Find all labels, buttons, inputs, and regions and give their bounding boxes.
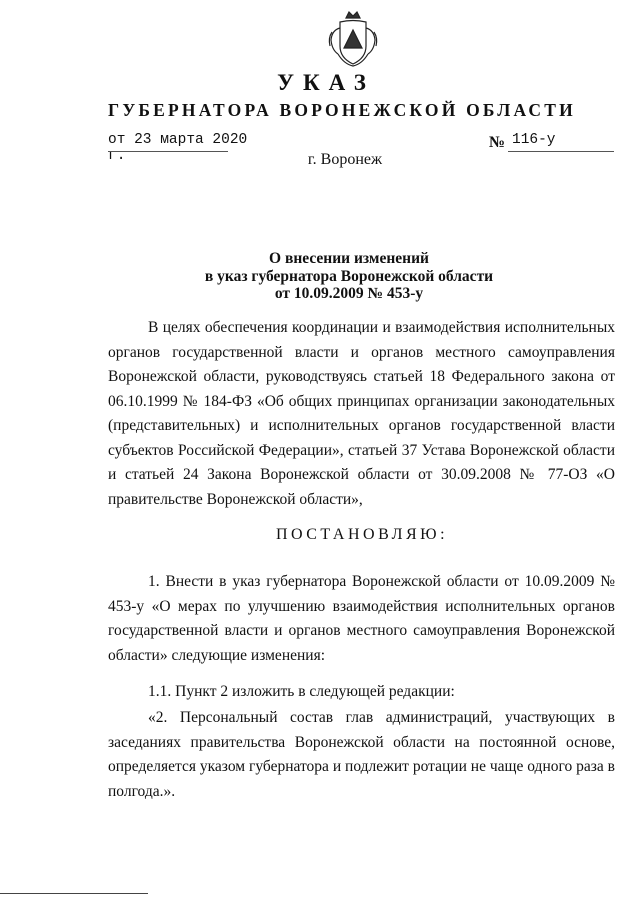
decree-word: ПОСТАНОВЛЯЮ: (275, 526, 449, 543)
decree-subject (0, 250, 640, 303)
subject-line-2: в указ губернатора Воронежской области (204, 267, 494, 285)
city-name: г. Воронеж (307, 151, 383, 168)
decree-number: 116-у (512, 132, 556, 148)
number-label: № (489, 134, 506, 151)
subject-line-3: от 10.09.2009 № 453-у (274, 285, 424, 302)
item-1-1-paragraph: 1.1. Пункт 2 изложить в следующей редакции: (148, 683, 455, 700)
issuer-title: ГУБЕРНАТОРА ВОРОНЕЖСКОЙ ОБЛАСТИ (108, 100, 576, 120)
item-1-paragraph: 1. Внести в указ губернатора Воронежской области от 10.09.2009 № 453-у «О мерах по улучшению взаимодействия исполнительных органов государственной власти и органов местного самоуправления Воронежской области» следующие изменения: (108, 573, 615, 664)
decree-date: от 23 марта 2020 г. (108, 132, 248, 164)
subject-line-1: О внесении изменений (269, 250, 429, 267)
preamble-paragraph: В целях обеспечения координации и взаимодействия исполнительных органов государственной власти и органов местного самоуправления Воронежской области, руководствуясь статьей 18 Федерального закона от 06.10.1999 № 184-ФЗ «Об общих принципах организации законодательных (представительных) и исполнительных органов государственной власти субъектов Российской Федерации», статьей 37 Устава Воронежской области и статьей 24 Закона Воронежской области от 30.09.2008 № 77-ОЗ «О правительстве Воронежской области», (108, 319, 615, 508)
document-type-title: УКАЗ (277, 70, 375, 95)
coat-of-arms-icon (326, 8, 380, 72)
footer-rule (0, 893, 148, 894)
quoted-item-2-paragraph: «2. Персональный состав глав администраций, участвующих в заседаниях правительства Воронежской области на постоянной основе, определяется указом губернатора и подлежит ротации не чаще одного раза в полгода.». (108, 709, 615, 800)
